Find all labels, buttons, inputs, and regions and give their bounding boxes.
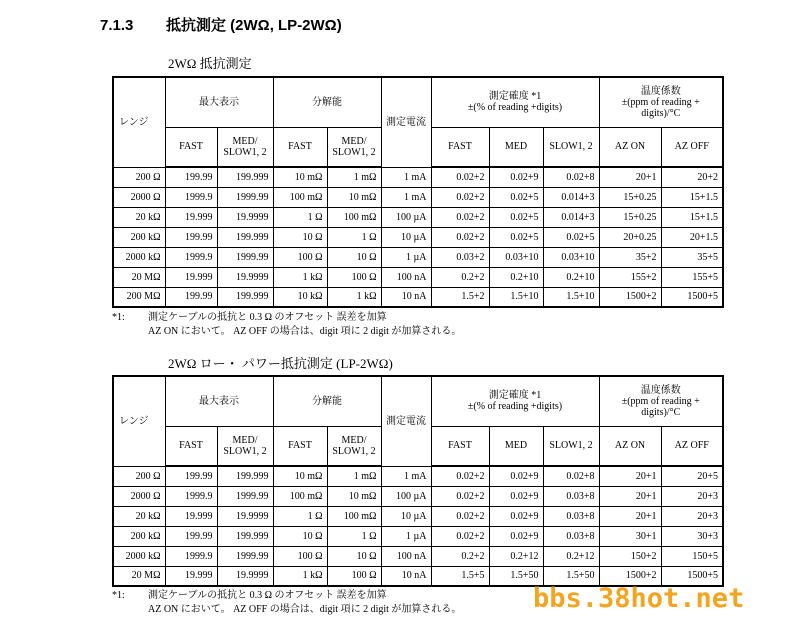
- cell-accuracy-med: 0.02+9: [489, 466, 543, 486]
- table-row: [113, 506, 723, 526]
- cell-tempco-az-on: 1500+2: [599, 566, 661, 586]
- cell-resolution-fast: 100 mΩ: [273, 486, 327, 506]
- cell-range: 2000 kΩ: [113, 247, 165, 267]
- cell-max-display-fast: 19.999: [165, 566, 217, 586]
- cell-max-display-fast: 19.999: [165, 207, 217, 227]
- header-fast: FAST: [165, 127, 217, 167]
- table-row: [113, 526, 723, 546]
- footnote: [112, 586, 387, 601]
- cell-resolution-fast: 100 Ω: [273, 546, 327, 566]
- section-number: 7.1.3: [100, 17, 134, 34]
- cell-resolution-fast: 1 kΩ: [273, 566, 327, 586]
- cell-resolution-fast: 10 kΩ: [273, 287, 327, 307]
- cell-current: 10 µA: [381, 506, 431, 526]
- header-resolution: 分解能: [273, 376, 381, 426]
- cell-max-display-med-slow: 199.999: [217, 167, 273, 187]
- cell-resolution-med-slow: 100 mΩ: [327, 207, 381, 227]
- cell-tempco-az-on: 150+2: [599, 546, 661, 566]
- cell-accuracy-slow: 0.2+12: [543, 546, 599, 566]
- cell-max-display-fast: 199.99: [165, 466, 217, 486]
- cell-resolution-med-slow: 10 mΩ: [327, 187, 381, 207]
- cell-tempco-az-on: 155+2: [599, 267, 661, 287]
- cell-tempco-az-off: 150+5: [661, 546, 723, 566]
- cell-range: 200 MΩ: [113, 287, 165, 307]
- cell-max-display-med-slow: 1999.99: [217, 546, 273, 566]
- cell-range: 200 Ω: [113, 167, 165, 187]
- cell-resolution-med-slow: 1 kΩ: [327, 287, 381, 307]
- cell-resolution-fast: 10 mΩ: [273, 466, 327, 486]
- cell-max-display-fast: 199.99: [165, 526, 217, 546]
- cell-max-display-fast: 1999.9: [165, 187, 217, 207]
- header-med: MED: [489, 426, 543, 466]
- cell-current: 1 mA: [381, 466, 431, 486]
- cell-max-display-med-slow: 1999.99: [217, 247, 273, 267]
- cell-range: 200 Ω: [113, 466, 165, 486]
- header-current: 測定電流: [381, 376, 431, 466]
- cell-tempco-az-on: 35+2: [599, 247, 661, 267]
- cell-accuracy-med: 1.5+50: [489, 566, 543, 586]
- cell-max-display-fast: 1999.9: [165, 486, 217, 506]
- cell-accuracy-fast: 0.02+2: [431, 227, 489, 247]
- cell-range: 200 kΩ: [113, 227, 165, 247]
- cell-max-display-med-slow: 199.999: [217, 526, 273, 546]
- cell-max-display-med-slow: 1999.99: [217, 486, 273, 506]
- header-current: 測定電流: [381, 77, 431, 167]
- cell-current: 1 µA: [381, 526, 431, 546]
- cell-tempco-az-off: 20+5: [661, 466, 723, 486]
- header-med-slow: MED/ SLOW1, 2: [327, 127, 381, 167]
- cell-max-display-fast: 19.999: [165, 506, 217, 526]
- cell-resolution-med-slow: 100 Ω: [327, 267, 381, 287]
- header-med-slow: MED/ SLOW1, 2: [217, 426, 273, 466]
- cell-resolution-med-slow: 10 Ω: [327, 546, 381, 566]
- cell-accuracy-fast: 0.02+2: [431, 506, 489, 526]
- cell-accuracy-fast: 0.02+2: [431, 526, 489, 546]
- header-med-slow: MED/ SLOW1, 2: [327, 426, 381, 466]
- cell-accuracy-med: 0.2+10: [489, 267, 543, 287]
- cell-accuracy-fast: 0.2+2: [431, 546, 489, 566]
- cell-max-display-med-slow: 19.9999: [217, 207, 273, 227]
- cell-max-display-med-slow: 199.999: [217, 287, 273, 307]
- watermark: bbs.38hot.net: [533, 583, 745, 614]
- cell-resolution-fast: 1 Ω: [273, 207, 327, 227]
- cell-tempco-az-on: 15+0.25: [599, 187, 661, 207]
- cell-current: 1 µA: [381, 247, 431, 267]
- cell-resolution-med-slow: 1 mΩ: [327, 466, 381, 486]
- header-az-on: AZ ON: [599, 127, 661, 167]
- cell-accuracy-slow: 0.03+10: [543, 247, 599, 267]
- header-range: レンジ: [113, 376, 165, 466]
- cell-range: 20 kΩ: [113, 506, 165, 526]
- cell-accuracy-slow: 0.02+5: [543, 227, 599, 247]
- cell-tempco-az-off: 20+3: [661, 486, 723, 506]
- cell-range: 2000 kΩ: [113, 546, 165, 566]
- cell-accuracy-slow: 0.014+3: [543, 207, 599, 227]
- cell-range: 200 kΩ: [113, 526, 165, 546]
- cell-max-display-fast: 19.999: [165, 267, 217, 287]
- cell-resolution-fast: 10 Ω: [273, 526, 327, 546]
- table-row: [113, 267, 723, 287]
- header-slow: SLOW1, 2: [543, 426, 599, 466]
- cell-accuracy-fast: 0.02+2: [431, 466, 489, 486]
- cell-tempco-az-off: 20+3: [661, 506, 723, 526]
- cell-accuracy-fast: 0.02+2: [431, 167, 489, 187]
- footnote-line-2: AZ ON において。 AZ OFF の場合は、digit 項に 2 digit が加算される。: [148, 326, 462, 337]
- cell-resolution-fast: 10 Ω: [273, 227, 327, 247]
- cell-max-display-med-slow: 199.999: [217, 466, 273, 486]
- cell-accuracy-slow: 1.5+10: [543, 287, 599, 307]
- cell-accuracy-slow: 0.2+10: [543, 267, 599, 287]
- cell-tempco-az-off: 1500+5: [661, 287, 723, 307]
- cell-range: 2000 Ω: [113, 187, 165, 207]
- cell-resolution-fast: 100 mΩ: [273, 187, 327, 207]
- header-med: MED: [489, 127, 543, 167]
- header-accuracy: 測定確度 *1 ±(% of reading +digits): [431, 376, 599, 426]
- cell-accuracy-med: 0.02+5: [489, 207, 543, 227]
- cell-accuracy-fast: 1.5+5: [431, 566, 489, 586]
- cell-resolution-med-slow: 1 mΩ: [327, 167, 381, 187]
- footnote-line-2: AZ ON において。 AZ OFF の場合は、digit 項に 2 digit が加算される。: [148, 604, 462, 615]
- cell-accuracy-slow: 0.02+8: [543, 466, 599, 486]
- cell-max-display-fast: 199.99: [165, 227, 217, 247]
- cell-accuracy-fast: 0.02+2: [431, 207, 489, 227]
- cell-accuracy-fast: 1.5+2: [431, 287, 489, 307]
- cell-resolution-med-slow: 100 Ω: [327, 566, 381, 586]
- header-tempco: 温度係数 ±(ppm of reading + digits)/°C: [599, 77, 723, 127]
- cell-tempco-az-off: 20+2: [661, 167, 723, 187]
- cell-resolution-fast: 1 Ω: [273, 506, 327, 526]
- cell-resolution-med-slow: 10 mΩ: [327, 486, 381, 506]
- cell-resolution-med-slow: 10 Ω: [327, 247, 381, 267]
- header-slow: SLOW1, 2: [543, 127, 599, 167]
- cell-accuracy-slow: 0.014+3: [543, 187, 599, 207]
- table-row: [113, 167, 723, 187]
- cell-tempco-az-on: 15+0.25: [599, 207, 661, 227]
- cell-accuracy-med: 1.5+10: [489, 287, 543, 307]
- table-row: [113, 227, 723, 247]
- header-fast: FAST: [431, 426, 489, 466]
- section-title: 抵抗測定 (2WΩ, LP-2WΩ): [166, 17, 342, 34]
- table-row: [113, 486, 723, 506]
- cell-range: 2000 Ω: [113, 486, 165, 506]
- cell-accuracy-med: 0.02+9: [489, 506, 543, 526]
- cell-accuracy-med: 0.2+12: [489, 546, 543, 566]
- table-title: 2WΩ ロー・ パワー抵抗測定 (LP-2WΩ): [168, 356, 393, 371]
- table-row: [113, 187, 723, 207]
- cell-resolution-fast: 1 kΩ: [273, 267, 327, 287]
- cell-current: 1 mA: [381, 167, 431, 187]
- header-az-off: AZ OFF: [661, 426, 723, 466]
- footnote: [112, 308, 387, 323]
- header-fast: FAST: [165, 426, 217, 466]
- section-heading: [100, 14, 342, 35]
- header-az-on: AZ ON: [599, 426, 661, 466]
- cell-accuracy-med: 0.02+9: [489, 486, 543, 506]
- cell-tempco-az-on: 20+1: [599, 486, 661, 506]
- cell-range: 20 MΩ: [113, 566, 165, 586]
- cell-tempco-az-on: 20+0.25: [599, 227, 661, 247]
- cell-accuracy-slow: 0.03+8: [543, 486, 599, 506]
- cell-range: 20 MΩ: [113, 267, 165, 287]
- cell-accuracy-fast: 0.02+2: [431, 486, 489, 506]
- cell-range: 20 kΩ: [113, 207, 165, 227]
- cell-resolution-med-slow: 100 mΩ: [327, 506, 381, 526]
- cell-tempco-az-on: 20+1: [599, 167, 661, 187]
- footnote-line-1: 測定ケーブルの抵抗と 0.3 Ω のオフセット 誤差を加算: [148, 590, 387, 601]
- cell-accuracy-fast: 0.03+2: [431, 247, 489, 267]
- cell-current: 10 nA: [381, 566, 431, 586]
- header-resolution: 分解能: [273, 77, 381, 127]
- cell-tempco-az-off: 1500+5: [661, 566, 723, 586]
- footnote-mark: *1:: [112, 312, 125, 323]
- cell-accuracy-med: 0.02+9: [489, 167, 543, 187]
- cell-accuracy-med: 0.02+5: [489, 227, 543, 247]
- cell-resolution-med-slow: 1 Ω: [327, 227, 381, 247]
- cell-resolution-fast: 10 mΩ: [273, 167, 327, 187]
- cell-max-display-med-slow: 19.9999: [217, 267, 273, 287]
- cell-tempco-az-off: 30+3: [661, 526, 723, 546]
- header-fast: FAST: [431, 127, 489, 167]
- cell-max-display-fast: 1999.9: [165, 247, 217, 267]
- cell-tempco-az-off: 155+5: [661, 267, 723, 287]
- cell-accuracy-fast: 0.02+2: [431, 187, 489, 207]
- cell-accuracy-fast: 0.2+2: [431, 267, 489, 287]
- cell-tempco-az-on: 1500+2: [599, 287, 661, 307]
- cell-tempco-az-on: 20+1: [599, 506, 661, 526]
- table-row: [113, 546, 723, 566]
- cell-tempco-az-off: 35+5: [661, 247, 723, 267]
- cell-tempco-az-off: 20+1.5: [661, 227, 723, 247]
- footnote-mark: *1:: [112, 590, 125, 601]
- cell-accuracy-med: 0.02+9: [489, 526, 543, 546]
- cell-accuracy-slow: 1.5+50: [543, 566, 599, 586]
- footnote-line-1: 測定ケーブルの抵抗と 0.3 Ω のオフセット 誤差を加算: [148, 312, 387, 323]
- cell-current: 100 µA: [381, 207, 431, 227]
- cell-accuracy-slow: 0.02+8: [543, 167, 599, 187]
- cell-accuracy-slow: 0.03+8: [543, 506, 599, 526]
- header-max-display: 最大表示: [165, 376, 273, 426]
- cell-current: 100 nA: [381, 267, 431, 287]
- table-row: [113, 287, 723, 307]
- cell-max-display-med-slow: 199.999: [217, 227, 273, 247]
- table-title: 2WΩ 抵抗測定: [168, 56, 252, 71]
- header-fast: FAST: [273, 127, 327, 167]
- cell-current: 100 nA: [381, 546, 431, 566]
- cell-tempco-az-off: 15+1.5: [661, 207, 723, 227]
- cell-tempco-az-off: 15+1.5: [661, 187, 723, 207]
- header-med-slow: MED/ SLOW1, 2: [217, 127, 273, 167]
- cell-max-display-med-slow: 1999.99: [217, 187, 273, 207]
- header-range: レンジ: [113, 77, 165, 167]
- cell-tempco-az-on: 20+1: [599, 466, 661, 486]
- table-row: [113, 247, 723, 267]
- cell-max-display-fast: 199.99: [165, 287, 217, 307]
- header-fast: FAST: [273, 426, 327, 466]
- header-tempco: 温度係数 ±(ppm of reading + digits)/°C: [599, 376, 723, 426]
- header-az-off: AZ OFF: [661, 127, 723, 167]
- cell-resolution-med-slow: 1 Ω: [327, 526, 381, 546]
- cell-accuracy-slow: 0.03+8: [543, 526, 599, 546]
- header-max-display: 最大表示: [165, 77, 273, 127]
- cell-accuracy-med: 0.02+5: [489, 187, 543, 207]
- cell-current: 100 µA: [381, 486, 431, 506]
- cell-current: 1 mA: [381, 187, 431, 207]
- cell-tempco-az-on: 30+1: [599, 526, 661, 546]
- cell-accuracy-med: 0.03+10: [489, 247, 543, 267]
- cell-max-display-med-slow: 19.9999: [217, 566, 273, 586]
- spec-table-lp-2w: [112, 375, 724, 587]
- cell-max-display-fast: 199.99: [165, 167, 217, 187]
- cell-max-display-med-slow: 19.9999: [217, 506, 273, 526]
- cell-max-display-fast: 1999.9: [165, 546, 217, 566]
- cell-current: 10 µA: [381, 227, 431, 247]
- table-row: [113, 466, 723, 486]
- cell-current: 10 nA: [381, 287, 431, 307]
- spec-table-2w: [112, 76, 724, 308]
- header-accuracy: 測定確度 *1 ±(% of reading +digits): [431, 77, 599, 127]
- table-row: [113, 207, 723, 227]
- cell-resolution-fast: 100 Ω: [273, 247, 327, 267]
